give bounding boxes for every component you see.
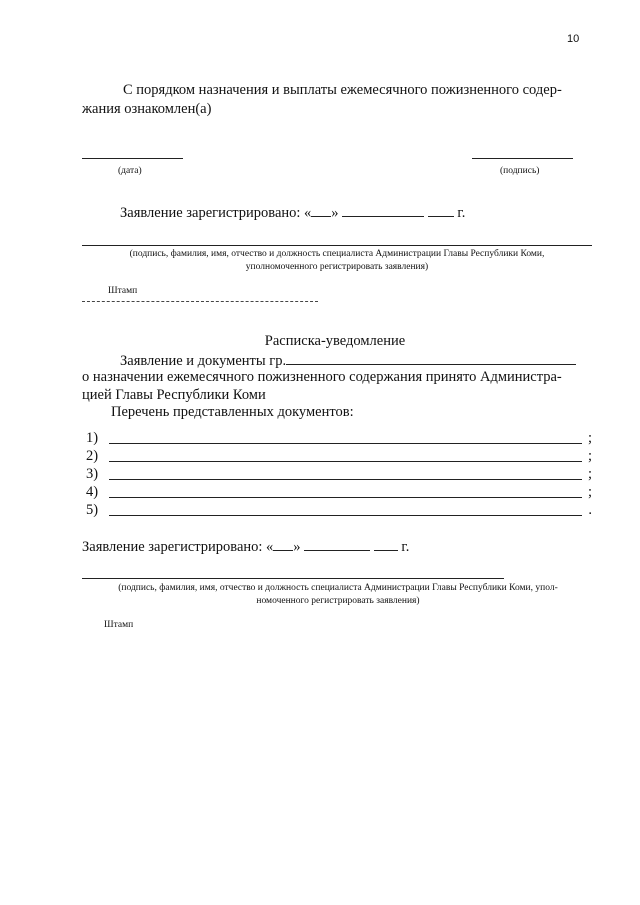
list-item-end: ; — [587, 484, 592, 500]
signature-label: (подпись) — [500, 166, 540, 176]
receipt-registration-line — [82, 536, 409, 557]
receipt-line2: о назначении ежемесячного пожизненного содержания принято Администра- — [82, 369, 562, 385]
list-item-number: 4) — [86, 484, 99, 500]
registration-suffix: г. — [457, 205, 466, 221]
receipt-caption-line1: (подпись, фамилия, имя, отчество и должность специалиста Администрации Главы Республики Коми, упол- — [118, 583, 558, 593]
registration-prefix: Заявление зарегистрировано: « — [120, 205, 312, 221]
cut-line — [82, 301, 318, 302]
day-blank — [311, 202, 331, 217]
ack-text-line2: жания ознакомлен(а) — [82, 101, 212, 117]
list-item-end: ; — [587, 430, 592, 446]
receipt-caption-line2: номоченного регистрировать заявления) — [256, 596, 420, 606]
list-item-number: 3) — [86, 466, 99, 482]
month-blank — [342, 202, 424, 217]
receipt-title: Расписка-уведомление — [264, 333, 406, 349]
signature-line — [472, 158, 573, 159]
receipt-registrar-signature-line — [82, 578, 504, 579]
registrar-signature-line — [82, 245, 592, 246]
receipt-registration-prefix: Заявление зарегистрировано: « — [82, 539, 274, 555]
applicant-name-blank — [286, 350, 576, 365]
list-item-line — [109, 443, 582, 444]
registrar-caption-line2: уполномоченного регистрировать заявления) — [245, 262, 429, 272]
registration-line — [120, 202, 465, 223]
stamp-label: Штамп — [108, 286, 138, 296]
date-line — [82, 158, 183, 159]
list-item — [82, 447, 594, 464]
list-item-line — [109, 479, 582, 480]
page-number: 10 — [567, 33, 580, 45]
year-blank — [428, 202, 454, 217]
receipt-applicant-label: Заявление и документы гр. — [120, 353, 287, 369]
receipt-stamp-label: Штамп — [104, 620, 134, 630]
list-item-number: 1) — [86, 430, 99, 446]
list-item-number: 5) — [86, 502, 99, 518]
list-item — [82, 429, 594, 446]
list-item-end: ; — [587, 448, 592, 464]
list-item-line — [109, 497, 582, 498]
receipt-line3: цией Главы Республики Коми — [82, 387, 266, 403]
receipt-list-title: Перечень представленных документов: — [111, 404, 354, 420]
list-item-number: 2) — [86, 448, 99, 464]
receipt-day-blank — [273, 536, 293, 551]
receipt-month-blank — [304, 536, 370, 551]
registration-middle: » — [331, 205, 339, 221]
ack-text-line1: С порядком назначения и выплаты ежемесячного пожизненного содер- — [123, 82, 562, 98]
list-item-line — [109, 461, 582, 462]
date-label: (дата) — [118, 166, 142, 176]
list-item-end: ; — [587, 466, 592, 482]
list-item-line — [109, 515, 582, 516]
receipt-registration-middle: » — [293, 539, 301, 555]
registrar-caption-line1: (подпись, фамилия, имя, отчество и должность специалиста Администрации Главы Республики Коми, — [129, 249, 545, 259]
receipt-registration-suffix: г. — [401, 539, 410, 555]
list-item — [82, 501, 594, 518]
list-item-end: . — [588, 502, 592, 518]
receipt-year-blank — [374, 536, 398, 551]
list-item — [82, 465, 594, 482]
list-item — [82, 483, 594, 500]
